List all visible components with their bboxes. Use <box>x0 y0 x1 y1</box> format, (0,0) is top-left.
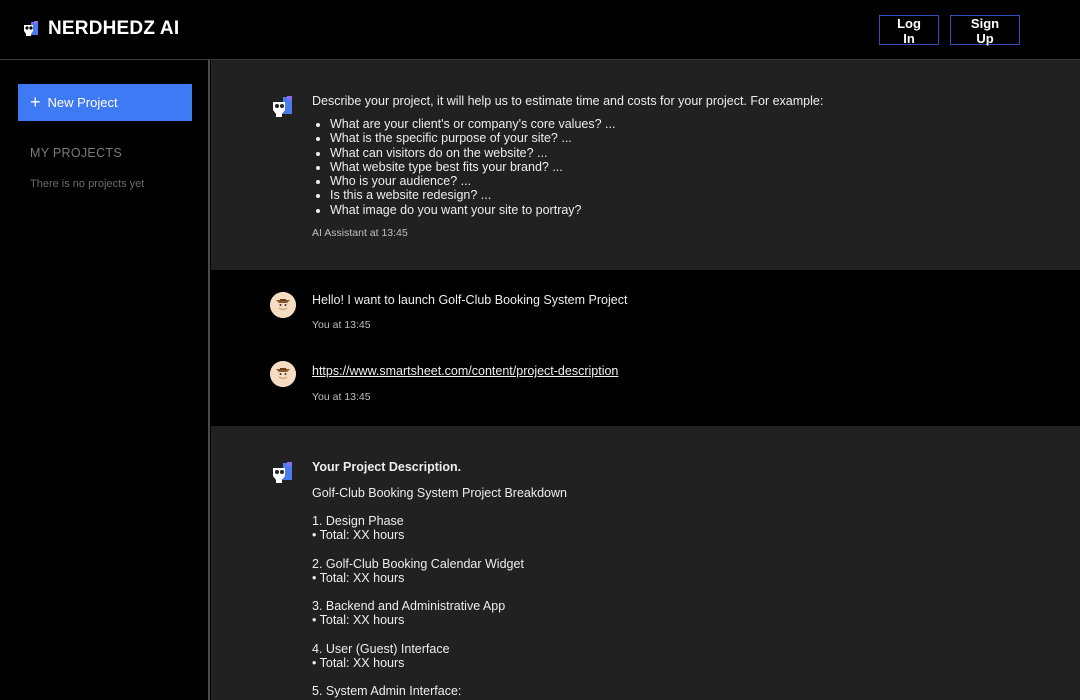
user-avatar-icon <box>270 361 296 387</box>
plus-icon: + <box>30 91 41 112</box>
new-project-label: New Project <box>47 95 118 110</box>
brand-name: NERDHEDZ AI <box>48 18 180 39</box>
ai-message-block <box>211 426 1080 700</box>
list-item: • What are your client's or company's core values? ... <box>330 117 1080 131</box>
list-item: • What image do you want your site to portray? <box>330 203 1080 217</box>
section-heading: 3. Backend and Administrative App <box>312 599 506 614</box>
section-heading: 2. Golf-Club Booking Calendar Widget <box>312 556 524 571</box>
message-timestamp: You at 13:45 <box>312 391 371 403</box>
section-heading: 5. System Admin Interface: <box>312 684 462 699</box>
breakdown-section <box>312 557 1080 586</box>
new-project-button[interactable] <box>18 84 192 121</box>
ai-question-list <box>312 117 1080 217</box>
brand[interactable] <box>22 18 179 40</box>
user-message-block <box>211 270 1080 426</box>
list-item: • What is the specific purpose of your site? ... <box>330 131 1080 145</box>
section-detail: • Total: XX hours <box>312 528 405 543</box>
section-heading: 1. Design Phase <box>312 514 404 528</box>
section-detail: • Total: XX hours <box>312 656 405 671</box>
chat-area <box>211 60 1080 700</box>
breakdown-section <box>312 514 1080 543</box>
project-description-link[interactable]: https://www.smartsheet.com/content/project-description <box>312 364 619 378</box>
top-bar <box>0 0 1080 60</box>
list-item: • What website type best fits your brand? ... <box>330 160 1080 174</box>
ai-assistant-avatar-icon <box>270 95 296 121</box>
list-item: • Is this a website redesign? ... <box>330 188 1080 202</box>
login-button[interactable]: Log In <box>879 15 939 45</box>
breakdown-section <box>312 599 1080 628</box>
signup-button[interactable]: Sign Up <box>950 15 1020 45</box>
section-detail: • Total: XX hours <box>312 570 405 585</box>
list-item: • Who is your audience? ... <box>330 174 1080 188</box>
section-detail: • Total: XX hours <box>312 613 405 628</box>
user-avatar-icon <box>270 292 296 318</box>
my-projects-heading: MY PROJECTS <box>30 146 122 160</box>
nerdhedz-logo-icon <box>22 21 40 37</box>
project-description-title: Your Project Description. <box>312 460 462 474</box>
ai-message-text: Describe your project, it will help us to estimate time and costs for your project. For example: <box>312 94 824 108</box>
sidebar <box>0 60 210 700</box>
user-message-text: Hello! I want to launch Golf-Club Booking System Project <box>312 293 628 307</box>
message-timestamp: You at 13:45 <box>312 319 371 331</box>
section-heading: 4. User (Guest) Interface <box>312 641 450 656</box>
ai-message-block <box>211 60 1080 270</box>
project-breakdown-subtitle: Golf-Club Booking System Project Breakdown <box>312 486 567 500</box>
breakdown-section <box>312 642 1080 671</box>
projects-empty-state: There is no projects yet <box>30 178 145 190</box>
message-timestamp: AI Assistant at 13:45 <box>312 227 408 240</box>
list-item: • What can visitors do on the website? ... <box>330 146 1080 160</box>
ai-assistant-avatar-icon <box>270 461 296 487</box>
breakdown-section <box>312 684 1080 698</box>
